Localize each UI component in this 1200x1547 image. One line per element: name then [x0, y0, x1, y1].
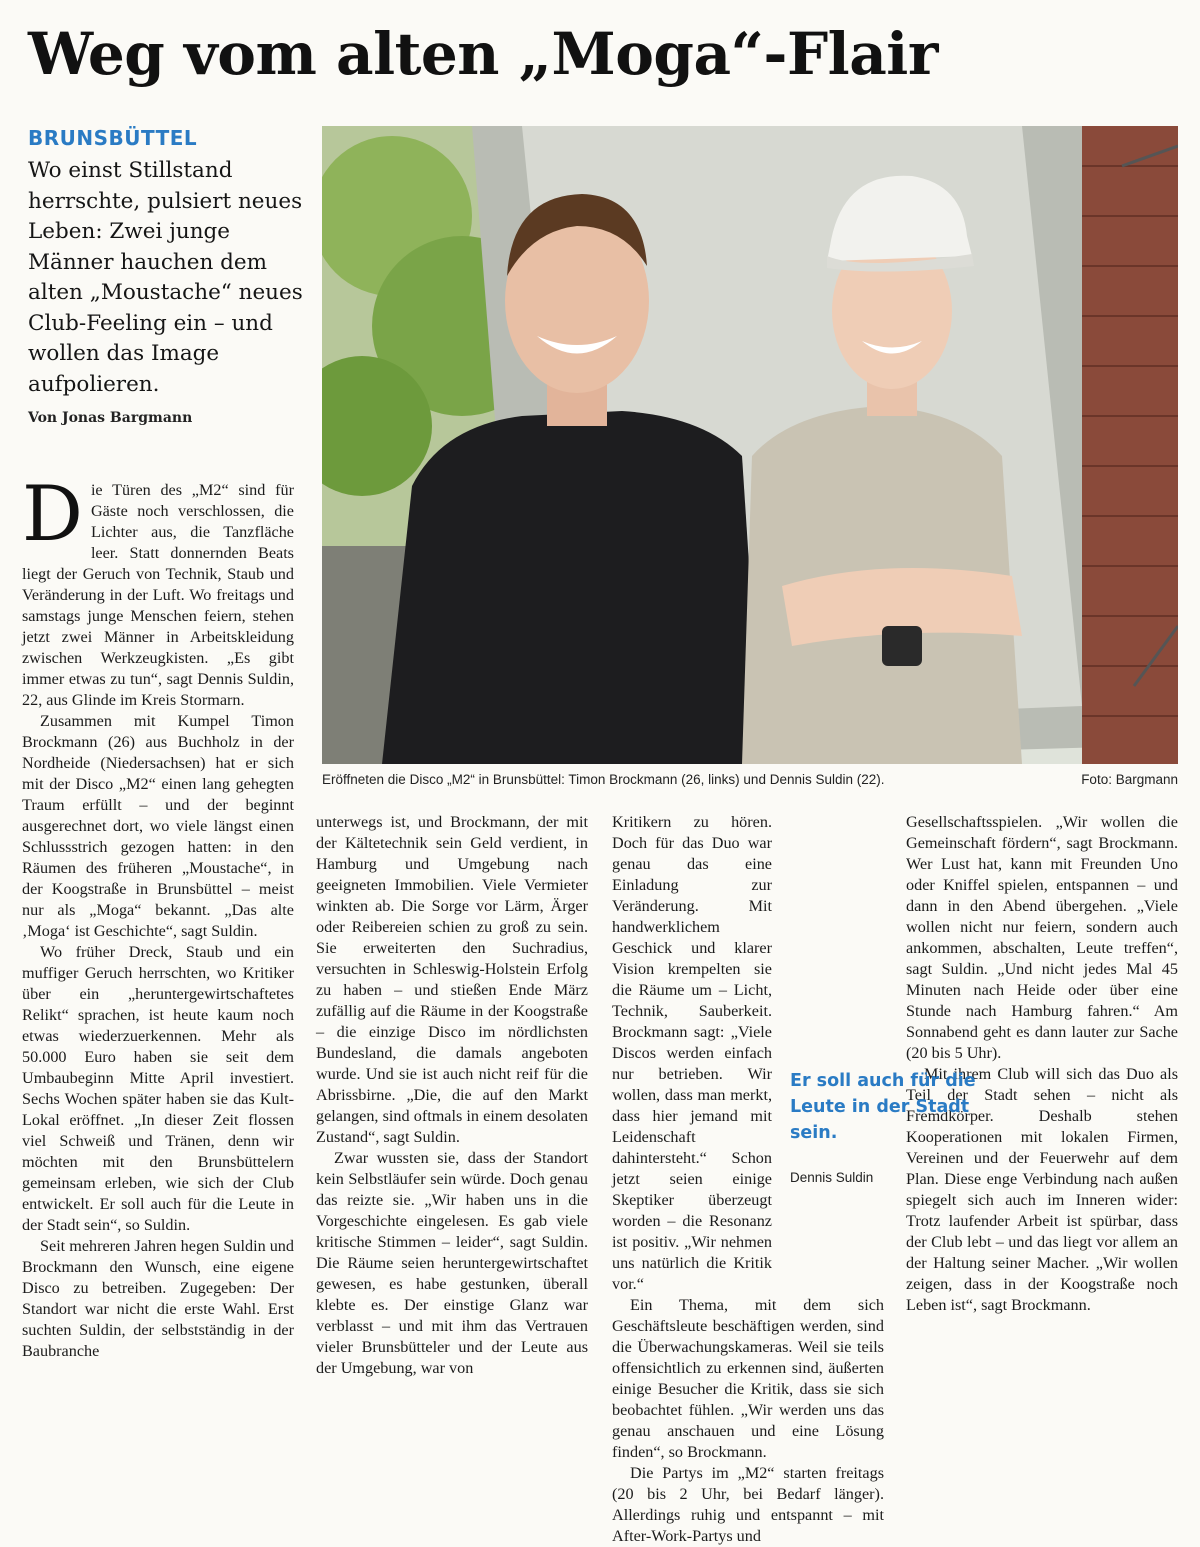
paragraph: unterwegs ist, und Brockmann, der mit der Kältetechnik sein Geld verdient, in Hamburg und Umgebung nach geeigneten Immobilien. Viele Vermieter winkten ab. Die Sorge vor Lärm, Ärger oder Reibereien schien zu groß zu sein. Sie erweiterten den Suchradius, versuchten in Schleswig-Holstein Erfolg zu haben – und stießen Ende März zufällig auf die Räume in der Koogstraße – die einzige Disco im nördlichsten Bundesland, die damals angeboten wurde. Und sie ist auch nicht reif für die Abrissbirne. „Die, die auf den Markt gelangen, sind oftmals in einem desolaten Zustand“, sagt Suldin.: [316, 813, 588, 1146]
pull-quote-author: Dennis Suldin: [790, 1170, 874, 1185]
dropcap: D: [22, 469, 83, 558]
paragraph: Gesellschaftsspielen. „Wir wollen die Gemeinschaft fördern“, sagt Brockmann. Wer Lust hat, kann mit Freunden Uno oder Kniffel spielen, entspannen – und dann in den Abend übergehen. „Viele wollen nicht nur feiern, sondern auch ankommen, abschalten, Leute treffen“, sagt Suldin. „Und nicht jedes Mal 45 Minuten nach Heide oder über eine Stunde nach Hamburg fahren.“ Am Sonnabend geht es dann lauter zur Sache (20 bis 5 Uhr).: [906, 813, 1178, 1062]
column-1: [22, 469, 294, 1362]
paragraph: Zwar wussten sie, dass der Standort kein Selbstläufer sein würde. Doch genau das reizte sie. „Wir haben uns in die Vorgeschichte eingelesen. Es gab viele kritische Stimmen – leider“, sagt Suldin. Die Räume seien heruntergewirtschaftet gewesen, es habe gestunken, überall klebte es. Der einstige Glanz war verblasst – und mit ihm das Vertrauen vieler Brunsbütteler und der Leute aus der Umgebung, war von: [316, 1149, 588, 1377]
caption-text: Eröffneten die Disco „M2“ in Brunsbüttel: Timon Brockmann (26, links) und Dennis Suldin (22).: [322, 772, 885, 787]
column-2: [316, 812, 588, 1379]
paragraph: Ein Thema, mit dem sich Geschäftsleute beschäftigen werden, sind die Überwachungskameras. Weil sie teils offensichtlich zu erkennen sind, äußerten einige Besucher die Kritik, dass sie sich beobachtet fühlen. „Wir werden uns das genau anschauen und eine Lösung finden“, so Brockmann.: [612, 1296, 884, 1461]
byline: Von Jonas Bargmann: [28, 410, 193, 426]
photo-illustration: [322, 126, 1178, 764]
pull-quote: Er soll auch für die Leute in der Stadt sein.: [790, 1071, 976, 1143]
photo-caption: [322, 772, 1178, 787]
teaser: Wo einst Stillstand herrschte, pulsiert neues Leben: Zwei junge Männer hauchen dem alten „Moustache“ neues Club-Feeling ein – und wollen das Image aufpolieren.: [28, 158, 303, 397]
paragraph: Seit mehreren Jahren hegen Suldin und Brockmann den Wunsch, eine eigene Disco zu betreiben. Zugegeben: Der Standort war nicht die erste Wahl. Erst suchten Suldin, der selbstständig in der Baubranche: [22, 1237, 294, 1360]
paragraph: Kritikern zu hören. Doch für das Duo war genau das eine Einladung zur Veränderung. Mit handwerklichem Geschick und klarer Vision krempelten sie die Räume um – Licht, Technik, Sauberkeit. Brockmann sagt: „Viele Discos werden einfach nur betrieben. Wir wollen, dass man merkt, dass hier jemand mit Leidenschaft dahintersteht.“ Schon jetzt seien einige Skeptiker überzeugt worden – die Resonanz ist positiv. „Wir nehmen uns natürlich die Kritik vor.“: [612, 813, 772, 1293]
article-photo: [322, 126, 1178, 764]
paragraph: Wo früher Dreck, Staub und ein muffiger Geruch herrschten, wo Kritiker über ein „heruntergewirtschaftetes Relikt“ sprachen, ist heute kaum noch etwas wiederzuerkennen. Mehr als 50.000 Euro haben sie seit dem Umbaubeginn Mitte April investiert. Sechs Wochen später haben sie das Kult-Lokal eröffnet. „In dieser Zeit flossen viel Schweiß und Tränen, denn wir möchten mit den Brunsbüttelern gemeinsam erleben, wie sich der Club entwickelt. Er soll auch für die Leute in der Stadt sein“, so Suldin.: [22, 943, 294, 1234]
column-4: [906, 812, 1178, 1316]
paragraph: Mit ihrem Club will sich das Duo als Teil der Stadt sehen – nicht als Fremdkörper. Deshalb stehen Kooperationen mit lokalen Firmen, Vereinen und der Feuerwehr auf dem Plan. Diese enge Verbindung nach außen spiegelt sich auch im Inneren wider: Trotz laufender Arbeit ist spürbar, dass der Club lebt – und das liegt vor allem an der Haltung seiner Macher. „Wir wollen zeigen, dass in der Koogstraße noch Leben ist“, sagt Brockmann.: [906, 1065, 1178, 1314]
photo-credit: Foto: Bargmann: [1081, 772, 1178, 787]
paragraph: Die Partys im „M2“ starten freitags (20 bis 2 Uhr, bei Bedarf länger). Allerdings ruhig und entspannt – mit After-Work-Partys und: [612, 1464, 884, 1545]
paragraph: Zusammen mit Kumpel Timon Brockmann (26) aus Buchholz in der Nordheide (Niedersachsen) hat er sich mit der Disco „M2“ einen lang gehegten Traum erfüllt – und der beginnt ausgerechnet dort, wo viele längst einen Schlussstrich gezogen hatten: in den Räumen des früheren „Moustache“, in der Koogstraße in Brunsbüttel – meist nur als „Moga“ bekannt. „Das alte ‚Moga‘ ist Geschichte“, sagt Suldin.: [22, 712, 294, 940]
paragraph: ie Türen des „M2“ sind für Gäste noch verschlossen, die Lichter aus, die Tanzfläche leer. Statt donnernden Beats liegt der Geruch von Technik, Staub und Veränderung in der Luft. Wo freitags und samstags junge Menschen feiern, stehen jetzt zwei Männer in Arbeitskleidung zwischen Werkzeugkisten. „Es gibt immer etwas zu tun“, sagt Dennis Suldin, 22, aus Glinde im Kreis Stormarn.: [22, 481, 294, 709]
roofline: BRUNSBÜTTEL: [28, 126, 198, 150]
headline: Weg vom alten „Moga“-Flair: [28, 20, 938, 88]
